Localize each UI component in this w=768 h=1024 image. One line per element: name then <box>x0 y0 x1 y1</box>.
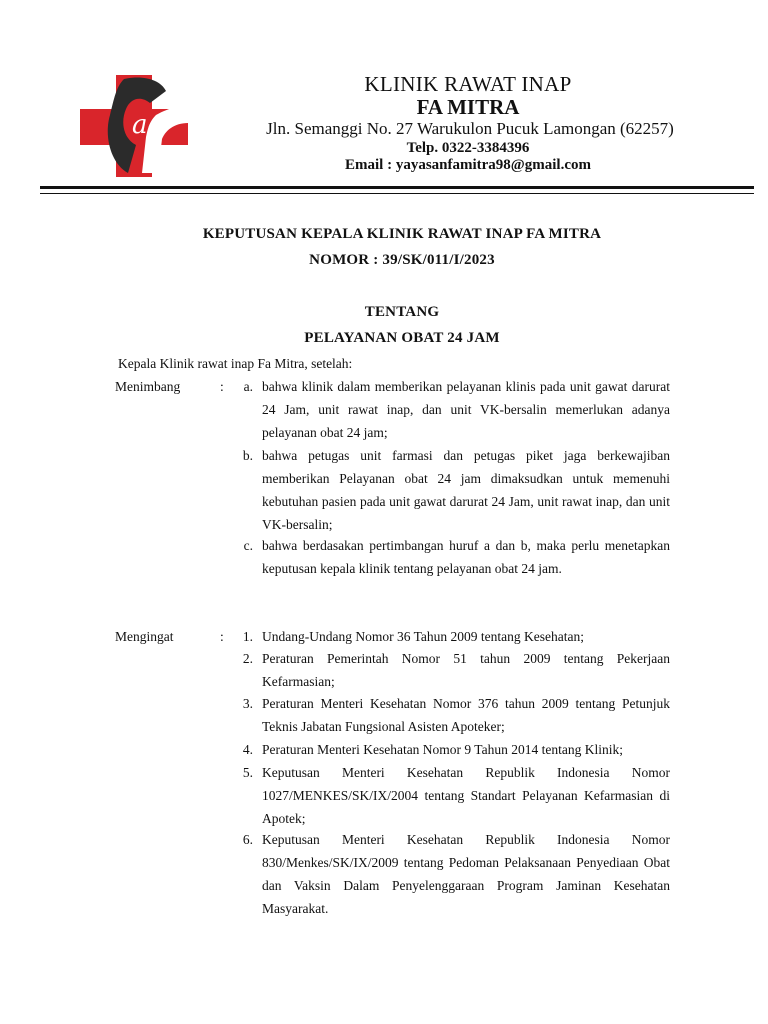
list-item-text: bahwa klinik dalam memberikan pelayanan klinis pada unit gawat darurat 24 Jam, unit rawat inap, dan unit VK-bersalin memerlukan adanya pelayanan obat 24 jam; <box>262 379 670 440</box>
list-item <box>233 761 670 830</box>
org-email: Email : yayasanfamitra98@gmail.com <box>344 157 591 173</box>
clinic-logo <box>80 75 188 177</box>
list-marker: 6. <box>242 832 253 847</box>
list-item-text: Keputusan Menteri Kesehatan Republik Indonesia Nomor 830/Menkes/SK/IX/2009 tentang Pedoman Pelaksanaan Penyediaan Obat dan Vaksin Dalam Penyelenggaraan Program Jaminan Kesehatan Masyarakat. <box>262 832 670 916</box>
list-item-text: Peraturan Pemerintah Nomor 51 tahun 2009 tentang Pekerjaan Kefarmasian; <box>262 651 670 689</box>
list-item-text: bahwa berdasakan pertimbangan huruf a dan b, maka perlu menetapkan keputusan kepala klinik tentang pelayanan obat 24 jam. <box>262 538 670 576</box>
mengingat-label: Mengingat <box>115 629 174 644</box>
org-address: Jln. Semanggi No. 27 Warukulon Pucuk Lamongan (62257) <box>266 119 674 138</box>
org-subname: FA MITRA <box>416 95 520 119</box>
list-item <box>233 444 670 536</box>
intro-text: Kepala Klinik rawat inap Fa Mitra, setelah: <box>118 356 353 371</box>
header-divider-thin <box>40 193 754 194</box>
list-item <box>233 692 670 738</box>
list-item-text: bahwa petugas unit farmasi dan petugas piket jaga berkewajiban memberikan Pelayanan obat 24 jam dimaksudkan untuk memenuhi kebutuhan pasien pada unit gawat darurat 24 Jam, unit rawat inap, dan unit VK-bersalin; <box>262 448 670 532</box>
list-item <box>233 647 670 693</box>
decree-number: NOMOR : 39/SK/011/I/2023 <box>309 252 495 268</box>
svg-text:a: a <box>132 110 148 140</box>
list-marker: a. <box>243 379 253 394</box>
list-item <box>233 534 670 580</box>
list-item-text: Peraturan Menteri Kesehatan Nomor 376 tahun 2009 tentang Petunjuk Teknis Jabatan Fungsional Asisten Apoteker; <box>262 696 670 734</box>
list-item <box>233 625 670 648</box>
list-item <box>233 828 670 920</box>
list-marker: c. <box>243 538 253 553</box>
list-item <box>233 738 670 761</box>
list-marker: 1. <box>242 629 253 644</box>
list-marker: 4. <box>242 742 253 757</box>
decree-title: KEPUTUSAN KEPALA KLINIK RAWAT INAP FA MITRA <box>202 226 602 242</box>
list-item-text: Undang-Undang Nomor 36 Tahun 2009 tentang Kesehatan; <box>262 629 584 644</box>
header-divider-thick <box>40 186 754 189</box>
menimbang-colon: : <box>220 379 224 394</box>
list-item-text: Peraturan Menteri Kesehatan Nomor 9 Tahun 2014 tentang Klinik; <box>262 742 623 757</box>
list-marker: b. <box>242 448 253 463</box>
list-marker: 3. <box>242 696 253 711</box>
list-item <box>233 375 670 444</box>
list-item-text: Keputusan Menteri Kesehatan Republik Indonesia Nomor 1027/MENKES/SK/IX/2004 tentang Standart Pelayanan Kefarmasian di Apotek; <box>262 765 670 826</box>
decree-about-label: TENTANG <box>364 304 440 320</box>
menimbang-label: Menimbang <box>115 379 181 394</box>
list-marker: 2. <box>242 651 253 666</box>
list-marker: 5. <box>242 765 253 780</box>
mengingat-colon: : <box>220 629 224 644</box>
decree-subject: PELAYANAN OBAT 24 JAM <box>304 330 500 346</box>
org-telephone: Telp. 0322-3384396 <box>406 140 530 156</box>
org-name: KLINIK RAWAT INAP <box>364 72 572 96</box>
